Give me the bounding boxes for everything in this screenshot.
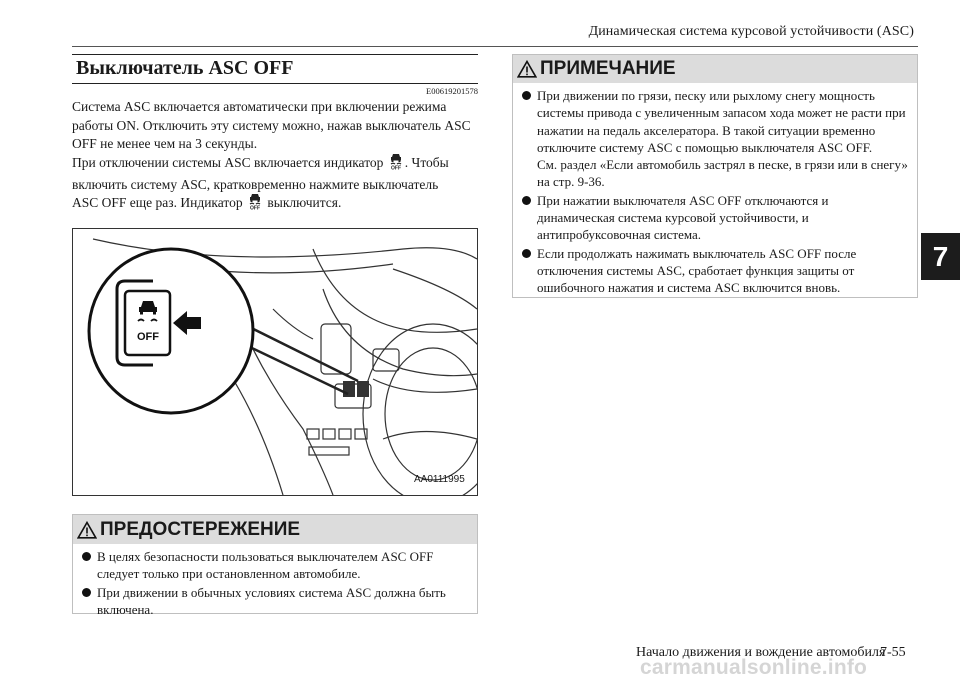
dashboard-illustration bbox=[72, 228, 478, 496]
note-box bbox=[512, 54, 918, 298]
footer-section-title: Начало движения и вождение автомобиля bbox=[636, 645, 886, 660]
switch-off-label: OFF bbox=[137, 331, 159, 343]
note-item: Если продолжать нажимать выключатель ASC OFF после отключения системы ASC, сработает функция защиты от ошибочного нажатия и система ASC включится вновь. bbox=[521, 245, 909, 297]
paragraph-3-part-2: выключится. bbox=[267, 194, 342, 210]
note-heading: ПРИМЕЧАНИЕ bbox=[540, 58, 676, 79]
warning-item: В целях безопасности пользоваться выключателем ASC OFF следует только при остановленном автомобиле. bbox=[81, 548, 469, 583]
watermark: carmanualsonline.info bbox=[640, 656, 868, 679]
warning-heading: ПРЕДОСТЕРЕЖЕНИЕ bbox=[100, 518, 301, 540]
section-title: Выключатель ASC OFF bbox=[72, 54, 478, 84]
asc-off-indicator-icon bbox=[248, 192, 262, 216]
paragraph-1: Система ASC включается автоматически при включении режима работы ON. Отключить эту систему можно, нажав выключатель ASC OFF не менее чем на 3 секунды. bbox=[72, 99, 471, 151]
chapter-tab: 7 bbox=[921, 233, 960, 280]
paragraph-2 bbox=[72, 152, 478, 194]
running-header: Динамическая система курсовой устойчивости (ASC) bbox=[588, 24, 914, 39]
note-item: При нажатии выключателя ASC OFF отключаются и динамическая система курсовой устойчивости, и антипробуксовочная система. bbox=[521, 192, 909, 244]
paragraph-3 bbox=[72, 192, 478, 216]
svg-text:OFF: OFF bbox=[250, 205, 261, 210]
warning-item: При движении в обычных условиях система ASC должна быть включена. bbox=[81, 584, 469, 619]
note-item-text: При движении по грязи, песку или рыхлому снегу мощность системы привода с увеличенным запасом хода может не расти при нажатии на педаль акселератора. В такой ситуации временно отключите систему ASC с помощью выключателя ASC OFF. bbox=[537, 88, 906, 155]
paragraph-2-part-2: . Чтобы включить систему ASC, кратковременно нажмите выключатель bbox=[72, 154, 449, 192]
note-reference: См. раздел «Если автомобиль застрял в песке, в грязи или в снегу» на стр. 9-36. bbox=[537, 157, 908, 190]
warning-header bbox=[73, 515, 477, 544]
section-code: E00619201578 bbox=[426, 86, 478, 96]
asc-off-indicator-icon bbox=[389, 152, 403, 176]
page-number: 7-55 bbox=[880, 645, 906, 660]
figure-code: AA0111995 bbox=[414, 474, 465, 485]
warning-triangle-icon bbox=[77, 521, 97, 539]
paragraph-2-part-1: При отключении системы ASC включается индикатор bbox=[72, 154, 384, 170]
header-rule bbox=[72, 46, 918, 47]
paragraph-3-part-1: ASC OFF еще раз. Индикатор bbox=[72, 194, 243, 210]
note-header bbox=[513, 55, 917, 83]
note-item bbox=[521, 87, 909, 191]
warning-triangle-icon bbox=[517, 60, 537, 78]
warning-box bbox=[72, 514, 478, 617]
svg-text:OFF: OFF bbox=[390, 165, 401, 170]
